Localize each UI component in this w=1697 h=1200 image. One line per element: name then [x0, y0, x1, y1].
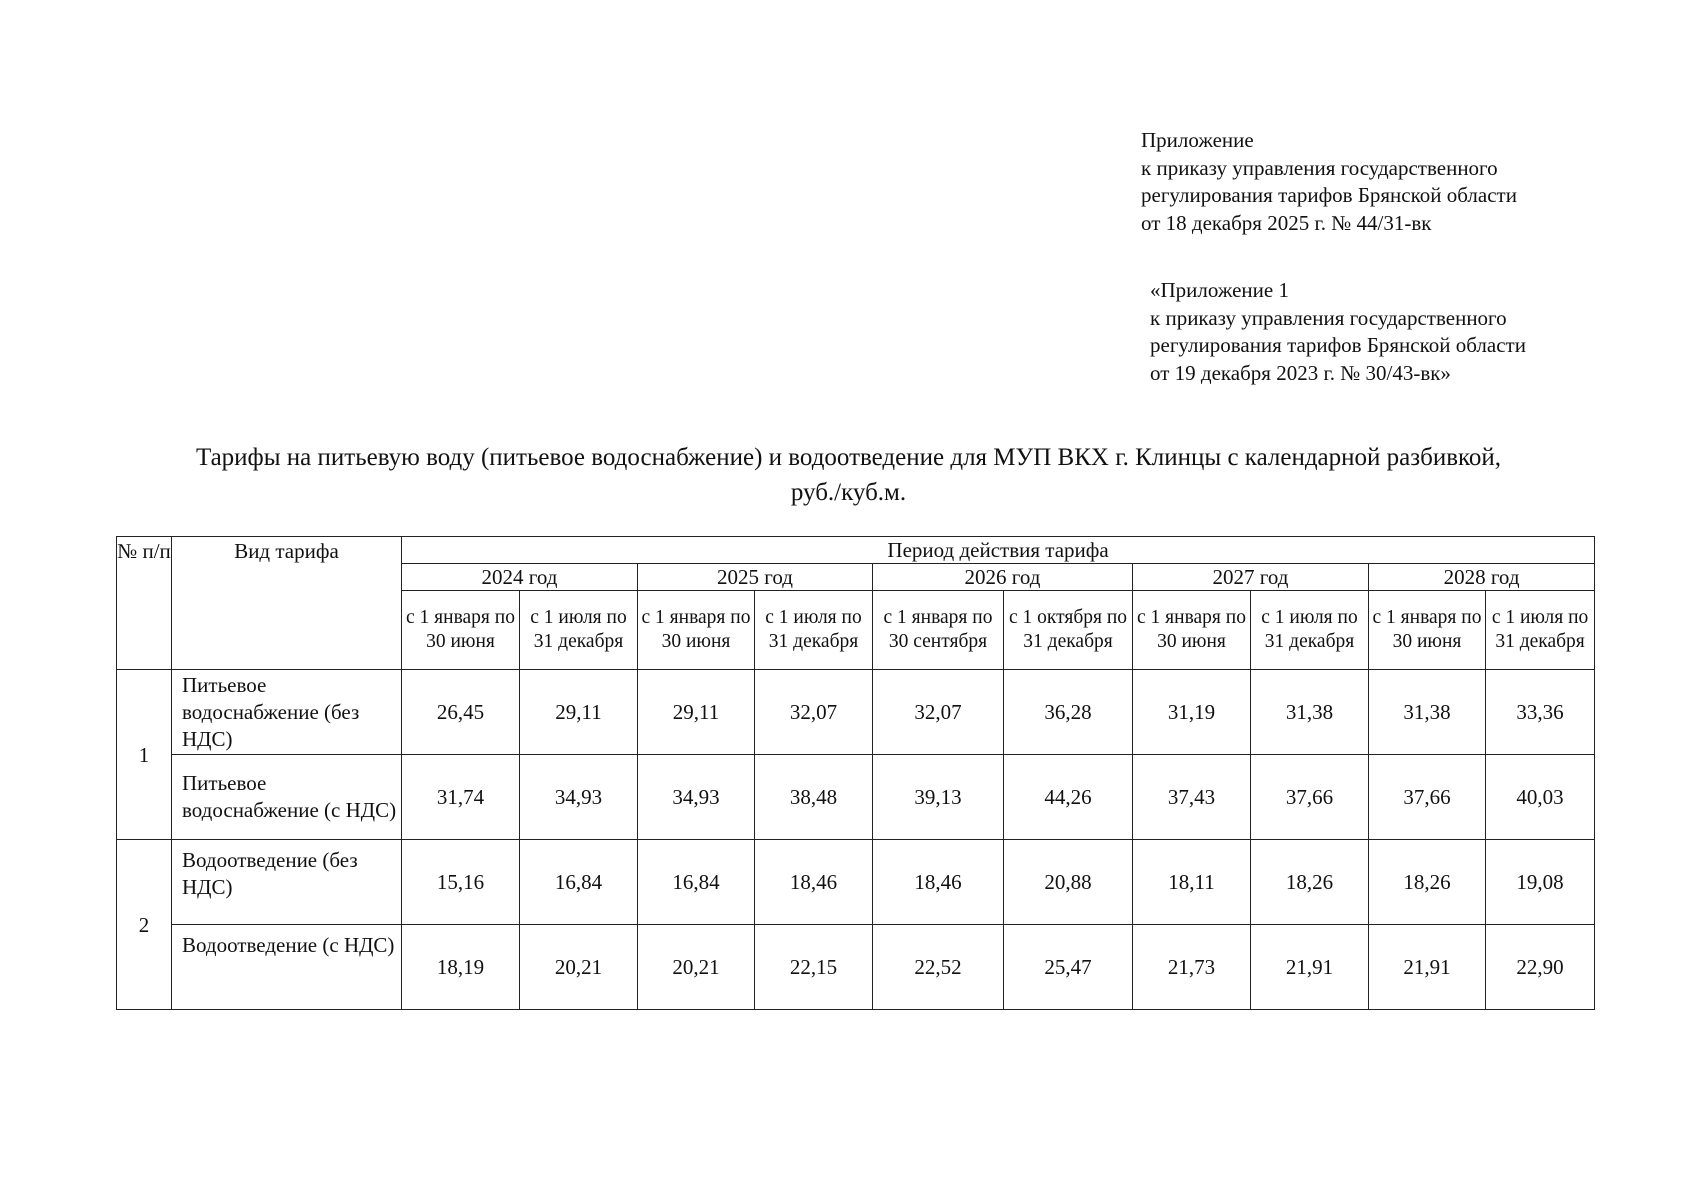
- table-row: [117, 755, 1595, 840]
- header-year: 2024 год: [402, 564, 638, 591]
- tariff-value: 18,26: [1369, 840, 1486, 925]
- tariff-value: 20,88: [1004, 840, 1133, 925]
- tariff-value: 18,11: [1133, 840, 1251, 925]
- tariff-value: 38,48: [755, 755, 873, 840]
- tariff-value: 29,11: [638, 670, 755, 755]
- header-tariff-type: Вид тарифа: [172, 537, 402, 670]
- header-subperiod: с 1 января по 30 сентября: [873, 591, 1004, 670]
- tariff-value: 22,52: [873, 925, 1004, 1010]
- tariff-value: 44,26: [1004, 755, 1133, 840]
- tariff-value: 22,15: [755, 925, 873, 1010]
- tariff-value: 37,66: [1369, 755, 1486, 840]
- header-subperiod: с 1 января по 30 июня: [402, 591, 520, 670]
- tariff-table: [116, 536, 1595, 1010]
- tariff-value: 31,38: [1369, 670, 1486, 755]
- document-title: [90, 440, 1607, 510]
- row-number: 2: [117, 840, 172, 1010]
- tariff-value: 33,36: [1486, 670, 1595, 755]
- tariff-type-cell: Водоотведение (с НДС): [172, 925, 402, 1010]
- appendix-current-block: [1141, 127, 1517, 237]
- tariff-value: 21,73: [1133, 925, 1251, 1010]
- tariff-value: 18,19: [402, 925, 520, 1010]
- row-number: 1: [117, 670, 172, 840]
- appendix-current-line: от 18 декабря 2025 г. № 44/31-вк: [1141, 210, 1432, 235]
- tariff-value: 31,38: [1251, 670, 1369, 755]
- tariff-type-cell: Водоотведение (без НДС): [172, 840, 402, 925]
- tariff-value: 32,07: [873, 670, 1004, 755]
- appendix-quoted-line: к приказу управления государственного: [1150, 305, 1507, 330]
- tariff-value: 18,46: [873, 840, 1004, 925]
- tariff-value: 21,91: [1369, 925, 1486, 1010]
- header-year: 2028 год: [1369, 564, 1595, 591]
- tariff-value: 31,19: [1133, 670, 1251, 755]
- tariff-value: 15,16: [402, 840, 520, 925]
- header-subperiod: с 1 января по 30 июня: [638, 591, 755, 670]
- appendix-quoted-block: [1150, 277, 1526, 387]
- tariff-value: 39,13: [873, 755, 1004, 840]
- header-subperiod: с 1 июля по 31 декабря: [520, 591, 638, 670]
- appendix-current-line: Приложение: [1141, 128, 1254, 152]
- tariff-value: 18,46: [755, 840, 873, 925]
- tariff-value: 25,47: [1004, 925, 1133, 1010]
- header-subperiod: с 1 июля по 31 декабря: [1486, 591, 1595, 670]
- table-row: [117, 670, 1595, 755]
- header-period: Период действия тарифа: [402, 537, 1595, 564]
- appendix-current-line: к приказу управления государственного: [1141, 155, 1498, 180]
- tariff-value: 32,07: [755, 670, 873, 755]
- tariff-value: 40,03: [1486, 755, 1595, 840]
- header-number: № п/п: [117, 537, 172, 670]
- header-subperiod: с 1 октября по 31 декабря: [1004, 591, 1133, 670]
- appendix-quoted-line: от 19 декабря 2023 г. № 30/43-вк»: [1150, 360, 1451, 385]
- document-title-line: Тарифы на питьевую воду (питьевое водоснабжение) и водоотведение для МУП ВКХ г. Клинцы с календарной разбивкой,: [195, 444, 1502, 471]
- table-row: [117, 840, 1595, 925]
- header-year: 2027 год: [1133, 564, 1369, 591]
- appendix-current-line: регулирования тарифов Брянской области: [1141, 183, 1517, 207]
- header-year: 2025 год: [638, 564, 873, 591]
- tariff-value: 29,11: [520, 670, 638, 755]
- tariff-value: 37,43: [1133, 755, 1251, 840]
- tariff-value: 20,21: [520, 925, 638, 1010]
- header-subperiod: с 1 июля по 31 декабря: [1251, 591, 1369, 670]
- tariff-value: 34,93: [520, 755, 638, 840]
- tariff-value: 36,28: [1004, 670, 1133, 755]
- tariff-value: 19,08: [1486, 840, 1595, 925]
- tariff-value: 26,45: [402, 670, 520, 755]
- header-subperiod: с 1 июля по 31 декабря: [755, 591, 873, 670]
- header-subperiod: с 1 января по 30 июня: [1133, 591, 1251, 670]
- tariff-value: 31,74: [402, 755, 520, 840]
- tariff-value: 34,93: [638, 755, 755, 840]
- appendix-quoted-line: регулирования тарифов Брянской области: [1150, 333, 1526, 357]
- tariff-value: 16,84: [520, 840, 638, 925]
- appendix-quoted-line: «Приложение 1: [1150, 278, 1289, 302]
- tariff-value: 18,26: [1251, 840, 1369, 925]
- header-subperiod: с 1 января по 30 июня: [1369, 591, 1486, 670]
- document-title-line: руб./куб.м.: [790, 479, 907, 506]
- tariff-value: 16,84: [638, 840, 755, 925]
- header-year: 2026 год: [873, 564, 1133, 591]
- tariff-value: 37,66: [1251, 755, 1369, 840]
- tariff-value: 21,91: [1251, 925, 1369, 1010]
- tariff-value: 20,21: [638, 925, 755, 1010]
- tariff-type-cell: Питьевое водоснабжение (с НДС): [172, 755, 402, 840]
- tariff-type-cell: Питьевое водоснабжение (без НДС): [172, 670, 402, 755]
- table-row: [117, 925, 1595, 1010]
- tariff-value: 22,90: [1486, 925, 1595, 1010]
